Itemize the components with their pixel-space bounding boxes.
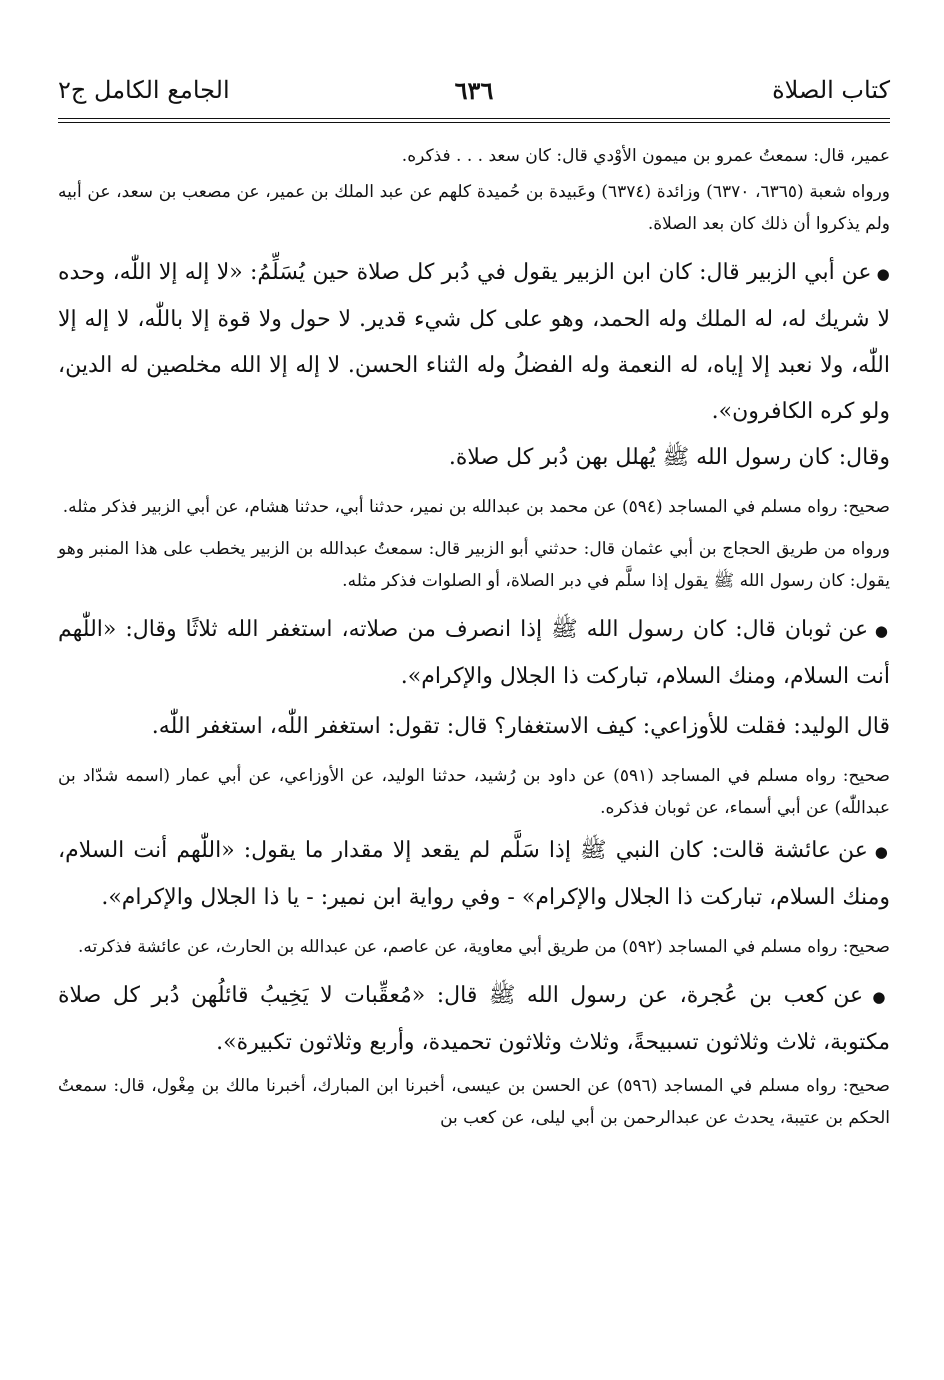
page-body bbox=[58, 140, 890, 1134]
authentication-note: صحيح: رواه مسلم في المساجد (٥٩٤) عن محمد بن عبدالله بن نمير، حدثنا أبي، حدثنا هشام، عن أبي الزبير فذكر مثله. bbox=[62, 497, 890, 517]
hadith-text: ● عن كعب بن عُجرة، عن رسول الله ﷺ قال: «مُعقِّبات لا يَخِيبُ قائلُهن دُبر كل صلاة مكتوبة، ثلاث وثلاثون تسبيحةً، وثلاث وثلاثون تحميدة، وأربع وثلاثون تكبيرة». bbox=[58, 973, 890, 1066]
book-title: كتاب الصلاة bbox=[772, 76, 890, 104]
hadith-text: ● عن ثوبان قال: كان رسول الله ﷺ إذا انصرف من صلاته، استغفر الله ثلاثًا وقال: «اللّٰهم أنت السلام، ومنك السلام، تباركت ذا الجلال والإكرام». bbox=[58, 607, 890, 700]
authentication-note: صحيح: رواه مسلم في المساجد (٥٩٢) من طريق أبي معاوية، عن عاصم، عن عبدالله بن الحارث، عن عائشة فذكرته. bbox=[78, 937, 890, 957]
authentication-note: صحيح: رواه مسلم في المساجد (٥٩٦) عن الحسن بن عيسى، أخبرنا ابن المبارك، أخبرنا مالك بن مِغْول، قال: سمعتُ الحكم بن عتيبة، يحدث عن عبدالرحمن بن أبي ليلى، عن كعب بن bbox=[58, 1076, 890, 1128]
hadith-text: وقال: كان رسول الله ﷺ يُهلل بهن دُبر كل صلاة. bbox=[448, 445, 890, 470]
chain-note: ورواه شعبة (٦٣٦٥، ٦٣٧٠) وزائدة (٦٣٧٤) وعَبيدة بن حُميدة كلهم عن عبد الملك بن عمير، عن مصعب بن سعد، عن أبيه ولم يذكروا أن ذلك كان بعد الصلاة. bbox=[58, 182, 890, 234]
hadith-text: قال الوليد: فقلت للأوزاعي: كيف الاستغفار؟ قال: تقول: استغفر اللّٰه، استغفر اللّٰه. bbox=[151, 714, 890, 739]
header-rule-secondary bbox=[58, 122, 890, 123]
narration-continuation: عمير، قال: سمعتُ عمرو بن ميمون الأوْدي قال: كان سعد . . . فذكره. bbox=[401, 146, 890, 166]
authentication-note: صحيح: رواه مسلم في المساجد (٥٩١) عن داود بن رُشيد، حدثنا الوليد، عن الأوزاعي، عن أبي عمار (اسمه شدّاد بن عبداللّٰه) عن أبي أسماء، عن ثوبان فذكره. bbox=[58, 766, 890, 818]
running-header bbox=[58, 76, 890, 116]
book-page bbox=[58, 0, 890, 1380]
chain-note: ورواه من طريق الحجاج بن أبي عثمان قال: حدثني أبو الزبير قال: سمعتُ عبدالله بن الزبير يخطب على هذا المنبر وهو يقول: كان رسول الله ﷺ يقول إذا سلَّم في دبر الصلاة، أو الصلوات فذكر مثله. bbox=[58, 539, 890, 591]
header-rule bbox=[58, 118, 890, 119]
work-title: الجامع الكامل ج٢ bbox=[58, 76, 230, 104]
hadith-text: ● عن أبي الزبير قال: كان ابن الزبير يقول في دُبر كل صلاة حين يُسَلِّمُ: «لا إله إلا اللّٰه، وحده لا شريك له، له الملك وله الحمد، وهو على كل شيء قدير. لا حول ولا قوة إلا باللّٰه، لا إله إلا اللّٰه، ولا نعبد إلا إياه، له النعمة وله الفضلُ وله الثناء الحسن. لا إله إلا الله مخلصين له الدين، ولو كره الكافرون». bbox=[58, 250, 890, 435]
page-number: ٦٣٦ bbox=[454, 76, 494, 105]
hadith-text: ● عن عائشة قالت: كان النبي ﷺ إذا سَلَّم لم يقعد إلا مقدار ما يقول: «اللّٰهم أنت السلام، ومنك السلام، تباركت ذا الجلال والإكرام» - وفي رواية ابن نمير: - يا ذا الجلال والإكرام». bbox=[58, 828, 890, 921]
